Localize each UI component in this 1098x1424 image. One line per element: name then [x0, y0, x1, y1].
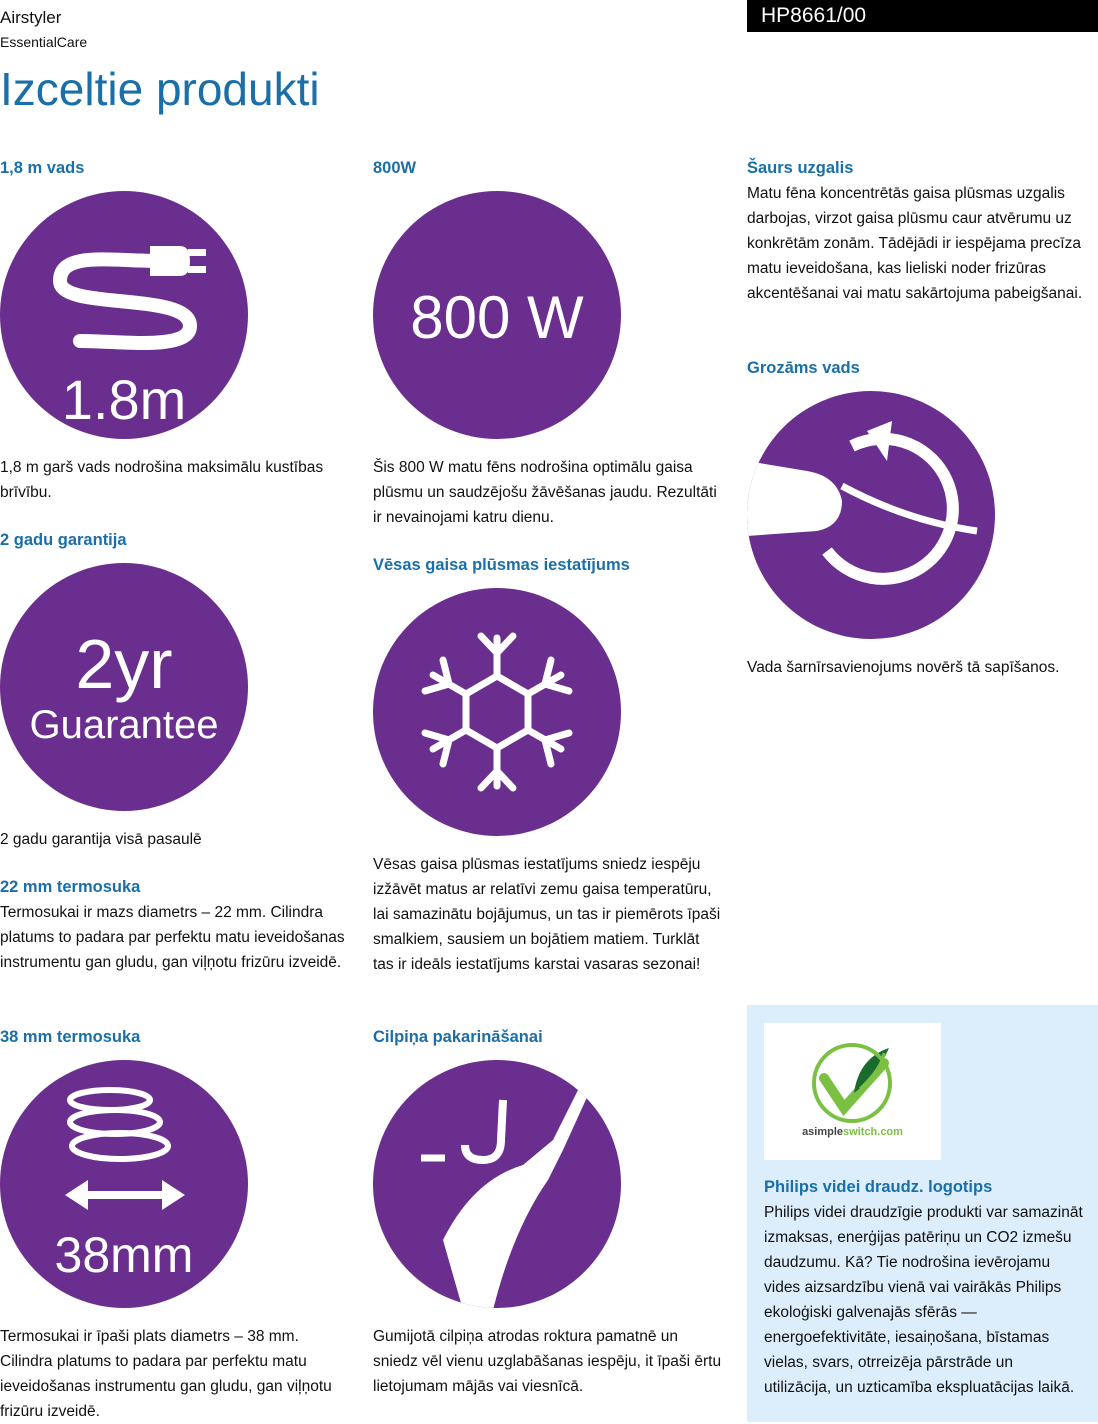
- feature-nozzle: [747, 156, 1097, 306]
- eco-text: Philips videi draudzīgie produkti var samazināt izmaksas, enerģijas patēriņu un CO2 izmešu daudzumu. Kā? Tie nodrošina ievērojamu vides aizsardzību vienā vai vairākās Philips ekoloģiski galvenajās sfērās — energoefektivitāte, iesaiņošana, bīstamas vielas, svars, otrreizēja pārstrāde un utilizācija, un uzticamība ekspluatācijas laikā.: [764, 1204, 1083, 1396]
- feature-text: 2 gadu garantija visā pasaulē: [0, 831, 202, 848]
- feature-text: Šis 800 W matu fēns nodrošina optimālu gaisa plūsmu un saudzējošu žāvēšanas jaudu. Rezultāti ir nevainojami katru dienu.: [373, 459, 717, 526]
- logo-url: asimpleswitch.com: [802, 1126, 903, 1138]
- feature-text: Vēsas gaisa plūsmas iestatījums sniedz iespēju izžāvēt matus ar relatīvi zemu gaisa temperatūru, lai samazinātu bojājumus, un tas ir piemērots īpaši smalkiem, sausiem un bojātiem matiem. Turklāt tas ir ideāls iestatījums karstai vasaras sezonai!: [373, 856, 721, 973]
- feature-title: 1,8 m vads: [0, 159, 85, 177]
- eco-title: Philips videi draudz. logotips: [764, 1178, 993, 1196]
- feature-text: 1,8 m garš vads nodrošina maksimālu kustības brīvību.: [0, 459, 324, 501]
- feature-title: 38 mm termosuka: [0, 1028, 141, 1046]
- feature-text: Termosukai ir mazs diametrs – 22 mm. Cilindra platums to padara par perfektu matu ieveidošanas instrumentu gan gludu, gan viļņotu frizūru izveidē.: [0, 904, 345, 971]
- feature-title: 800W: [373, 159, 417, 177]
- feature-title: Grozāms vads: [747, 359, 860, 377]
- power-icon: [373, 191, 621, 439]
- power-icon-text: 800 W: [410, 284, 584, 351]
- feature-title: 2 gadu garantija: [0, 531, 127, 549]
- eco-panel: [747, 1005, 1098, 1422]
- asimpleswitch-logo: [764, 1023, 941, 1160]
- cord-icon: [0, 191, 248, 439]
- hanging-loop-icon: [373, 1060, 621, 1308]
- sub-brand: EssentialCare: [0, 34, 88, 50]
- feature-swivel: [747, 356, 1097, 680]
- brush-38mm-icon-text: 38mm: [54, 1227, 194, 1283]
- feature-title: Šaurs uzgalis: [747, 159, 854, 177]
- swivel-cord-icon: [747, 391, 995, 639]
- feature-title: 22 mm termosuka: [0, 878, 141, 896]
- feature-cord: [0, 156, 350, 505]
- feature-text: Gumijotā cilpiņa atrodas roktura pamatnē un sniedz vēl vienu uzglabāšanas iespēju, it īpaši ērtu lietojumam mājās vai viesnīcā.: [373, 1328, 722, 1395]
- feature-brush22: [0, 875, 350, 975]
- feature-title: Cilpiņa pakarināšanai: [373, 1028, 543, 1046]
- brand-name: Airstyler: [0, 8, 62, 27]
- feature-text: Vada šarnīrsavienojums novērš tā sapīšanos.: [747, 659, 1060, 676]
- cord-icon-text: 1.8m: [61, 368, 187, 431]
- feature-title: Vēsas gaisa plūsmas iestatījums: [373, 556, 630, 574]
- feature-brush38: [0, 1025, 350, 1424]
- guarantee-icon: [0, 563, 248, 811]
- feature-text: Matu fēna koncentrētās gaisa plūsmas uzgalis darbojas, virzot gaisa plūsmu caur atvērumu uz konkrētām zonām. Tādējādi ir iespējama precīza matu ieveidošana, kas lieliski noder frizūras akcentēšanai vai matu sakārtojuma pabeigšanai.: [747, 185, 1083, 302]
- feature-cool: [373, 553, 723, 977]
- feature-text: Termosukai ir īpaši plats diametrs – 38 mm. Cilindra platums to padara par perfektu matu ieveidošanas instrumentu gan gludu, gan viļņotu frizūru izveidē.: [0, 1328, 332, 1420]
- snowflake-icon: [373, 588, 621, 836]
- page-title: Izceltie produkti: [0, 63, 320, 115]
- brush-38mm-icon: [0, 1060, 248, 1308]
- feature-loop: [373, 1025, 723, 1399]
- guarantee-icon-label: Guarantee: [29, 703, 219, 747]
- feature-warranty: [0, 528, 350, 852]
- eco-content: [764, 1175, 1084, 1400]
- model-number: HP8661/00: [747, 0, 1098, 32]
- guarantee-icon-years: 2yr: [75, 625, 173, 703]
- feature-power: [373, 156, 723, 530]
